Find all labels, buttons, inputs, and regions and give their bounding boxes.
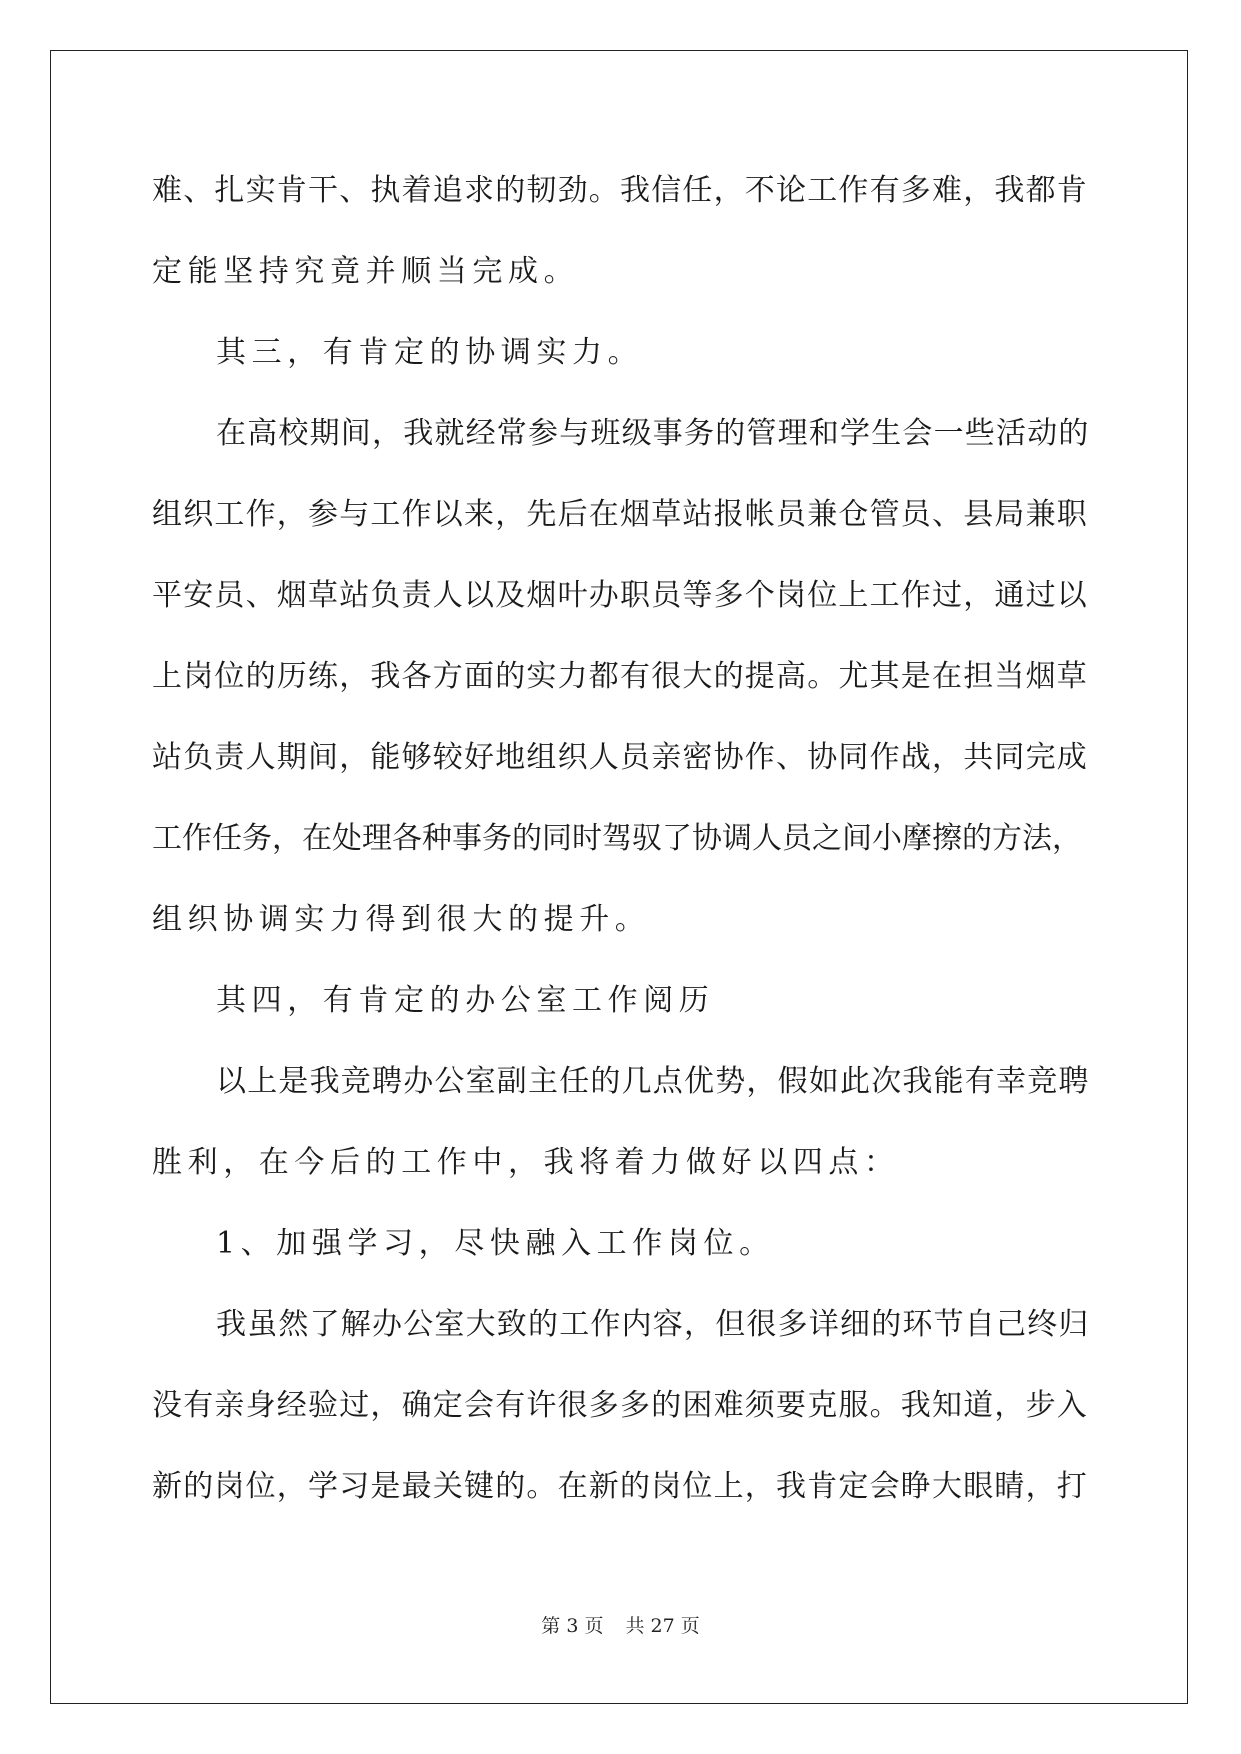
- text-line: 组织工作，参与工作以来，先后在烟草站报帐员兼仓管员、县局兼职: [152, 497, 1088, 532]
- page-footer: [0, 1611, 1241, 1638]
- text-line: 难、扎实肯干、执着追求的韧劲。我信任，不论工作有多难，我都肯: [152, 173, 1088, 208]
- text-line: 我虽然了解办公室大致的工作内容，但很多详细的环节自己终归: [216, 1307, 1090, 1342]
- page-number: 第 3 页: [541, 1615, 604, 1637]
- text-line: 胜利，在今后的工作中，我将着力做好以四点：: [152, 1145, 900, 1180]
- document-body: [152, 150, 1092, 1527]
- text-line: 平安员、烟草站负责人以及烟叶办职员等多个岗位上工作过，通过以: [152, 578, 1088, 613]
- text-line: 上岗位的历练，我各方面的实力都有很大的提高。尤其是在担当烟草: [152, 659, 1088, 694]
- text-line: 1、加强学习，尽快融入工作岗位。: [216, 1226, 775, 1261]
- text-line: 在高校期间，我就经常参与班级事务的管理和学生会一些活动的: [216, 416, 1090, 451]
- text-line: 工作任务，在处理各种事务的同时驾驭了协调人员之间小摩擦的方法，: [152, 821, 1082, 856]
- text-line: 其三，有肯定的协调实力。: [216, 335, 644, 370]
- text-line: 站负责人期间，能够较好地组织人员亲密协作、协同作战，共同完成: [152, 740, 1088, 775]
- text-line: 新的岗位，学习是最关键的。在新的岗位上，我肯定会睁大眼睛，打: [152, 1469, 1088, 1504]
- text-line: 其四，有肯定的办公室工作阅历: [216, 983, 715, 1018]
- text-line: 以上是我竞聘办公室副主任的几点优势，假如此次我能有幸竞聘: [216, 1064, 1090, 1099]
- text-line: 没有亲身经验过，确定会有许很多多的困难须要克服。我知道，步入: [152, 1388, 1088, 1423]
- text-line: 定能坚持究竟并顺当完成。: [152, 254, 580, 289]
- page-total: 共 27 页: [625, 1615, 700, 1637]
- text-line: 组织协调实力得到很大的提升。: [152, 902, 651, 937]
